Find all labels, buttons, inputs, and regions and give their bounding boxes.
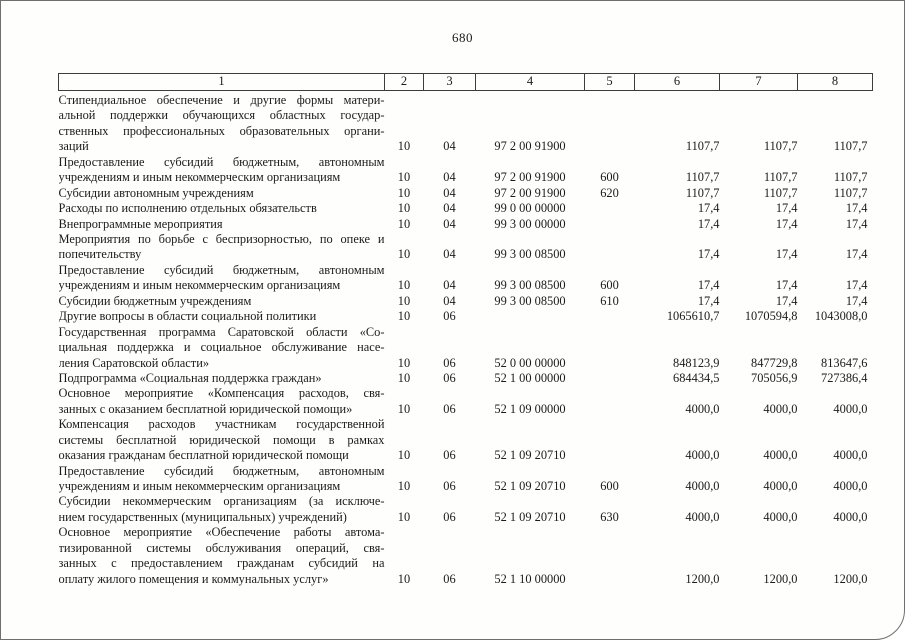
- cell-col7: 17,4: [775, 201, 798, 216]
- cell-col7: 4000,0: [763, 479, 798, 494]
- description-line: учреждениям и иным некоммерческим организациям: [58, 278, 341, 293]
- page-number: 680: [452, 30, 473, 45]
- description-line: системы бесплатной юридической помощи в рамках: [58, 432, 385, 447]
- description-line: Подпрограмма «Социальная поддержка граждан»: [58, 370, 322, 385]
- cell-col4: 97 2 00 91900: [494, 185, 566, 200]
- cell-col4: 52 1 10 00000: [494, 571, 566, 586]
- cell-col4: 52 1 09 20710: [494, 479, 566, 494]
- cell-description: [59, 294, 385, 309]
- cell-col7: 4000,0: [763, 509, 798, 524]
- column-header-6: 6: [635, 74, 720, 91]
- cell-col8: 1043008,0: [814, 309, 868, 324]
- cell-col8: 17,4: [845, 201, 868, 216]
- table-header-row: [59, 74, 873, 91]
- cell-col5: [585, 417, 635, 463]
- table-row: [59, 294, 873, 309]
- cell-col8: 17,4: [845, 293, 868, 308]
- description-line: ственных профессиональных образовательных органи-: [58, 123, 385, 138]
- description-line: оплату жилого помещения и коммунальных услуг»: [58, 571, 329, 586]
- cell-col8: 4000,0: [833, 401, 868, 416]
- cell-description: [59, 371, 385, 386]
- description-line: Предоставление субсидий бюджетным, автономным: [58, 262, 385, 277]
- table-row: [59, 386, 873, 417]
- cell-description: [59, 494, 385, 525]
- cell-col3: 06: [443, 401, 456, 416]
- table-row: [59, 186, 873, 201]
- cell-col5: 600: [600, 278, 619, 293]
- description-line: занных с оказанием бесплатной юридической помощи»: [58, 401, 353, 416]
- cell-col5: 630: [600, 509, 619, 524]
- cell-col2: 10: [397, 479, 411, 494]
- table-row: [59, 371, 873, 386]
- cell-col8: 727386,4: [821, 370, 868, 385]
- cell-col3: 04: [443, 278, 456, 293]
- cell-col5: 600: [600, 479, 619, 494]
- description-line: Внепрограммные мероприятия: [58, 216, 223, 231]
- cell-col2: 10: [397, 216, 411, 231]
- cell-col3: 06: [443, 571, 456, 586]
- column-header-2: 2: [385, 74, 424, 91]
- cell-col8: 4000,0: [833, 509, 868, 524]
- cell-col3: 04: [443, 216, 456, 231]
- cell-col4: 52 1 09 20710: [494, 448, 566, 463]
- cell-col7: 1200,0: [763, 571, 798, 586]
- cell-col7: 17,4: [775, 278, 798, 293]
- cell-col4: 52 1 00 00000: [494, 370, 566, 385]
- cell-col7: 17,4: [775, 293, 798, 308]
- column-header-7: 7: [720, 74, 798, 91]
- cell-col7: 1107,7: [763, 139, 798, 154]
- cell-col2: 10: [397, 185, 411, 200]
- table-row: [59, 232, 873, 263]
- cell-description: [59, 186, 385, 201]
- table-row: [59, 91, 873, 155]
- cell-col2: 10: [397, 170, 411, 185]
- cell-col5: [585, 201, 635, 216]
- column-header-8: 8: [798, 74, 873, 91]
- cell-description: [59, 232, 385, 263]
- cell-col6: 4000,0: [685, 509, 720, 524]
- cell-col4: 99 0 00 00000: [494, 201, 566, 216]
- cell-description: [59, 417, 385, 463]
- table-row: [59, 525, 873, 587]
- description-line: ления Саратовской области»: [58, 355, 210, 370]
- cell-col5: [585, 525, 635, 587]
- description-line: тизированной системы обслуживания операций, свя-: [58, 540, 385, 555]
- description-line: Другие вопросы в области социальной политики: [58, 309, 317, 324]
- cell-col8: 4000,0: [833, 448, 868, 463]
- cell-col4: 52 1 09 00000: [494, 401, 566, 416]
- description-line: Расходы по исполнению отдельных обязательств: [58, 201, 317, 216]
- cell-col7: 17,4: [775, 216, 798, 231]
- cell-description: [59, 91, 385, 155]
- description-line: Субсидии автономным учреждениям: [58, 185, 254, 200]
- cell-description: [59, 325, 385, 371]
- cell-col2: 10: [397, 309, 411, 324]
- cell-col3: 06: [443, 479, 456, 494]
- cell-col7: 17,4: [775, 247, 798, 262]
- cell-col3: 06: [443, 448, 456, 463]
- cell-col3: 04: [443, 201, 456, 216]
- cell-col4: 99 3 00 08500: [494, 278, 566, 293]
- description-line: Субсидии некоммерческим организациям (за исключе-: [58, 494, 385, 509]
- description-line: Стипендиальное обеспечение и другие формы матери-: [58, 93, 385, 107]
- column-header-1: 1: [59, 74, 385, 91]
- cell-col6: 4000,0: [685, 448, 720, 463]
- cell-col2: 10: [397, 278, 411, 293]
- cell-col6: 17,4: [697, 247, 720, 262]
- cell-col5: 620: [600, 185, 619, 200]
- cell-col4: 99 3 00 08500: [494, 247, 566, 262]
- cell-col6: 17,4: [697, 293, 720, 308]
- cell-col2: 10: [397, 201, 411, 216]
- cell-description: [59, 464, 385, 495]
- cell-col3: 06: [443, 309, 456, 324]
- table-row: [59, 309, 873, 324]
- cell-description: [59, 386, 385, 417]
- table-row: [59, 263, 873, 294]
- cell-col2: 10: [397, 139, 411, 154]
- cell-col4: 52 1 09 20710: [494, 509, 566, 524]
- cell-description: [59, 263, 385, 294]
- cell-col5: [585, 371, 635, 386]
- cell-col7: 847729,8: [751, 355, 798, 370]
- cell-col2: 10: [397, 370, 411, 385]
- description-line: занных с предоставлением гражданам субсидий на: [58, 556, 385, 571]
- description-line: Предоставление субсидий бюджетным, автономным: [58, 154, 385, 169]
- description-line: циальная поддержка и социальное обслуживание насе-: [58, 340, 385, 355]
- description-line: учреждениям и иным некоммерческим организациям: [58, 170, 341, 185]
- table-row: [59, 217, 873, 232]
- cell-col7: 1107,7: [763, 185, 798, 200]
- description-line: альной поддержки обучающихся областных государ-: [58, 108, 385, 123]
- cell-col5: [585, 217, 635, 232]
- cell-col2: 10: [397, 448, 411, 463]
- cell-description: [59, 309, 385, 324]
- table-row: [59, 155, 873, 186]
- cell-description: [59, 155, 385, 186]
- cell-description: [59, 201, 385, 216]
- cell-col3: 04: [443, 185, 456, 200]
- table-row: [59, 417, 873, 463]
- cell-col5: 600: [600, 170, 619, 185]
- cell-col6: 4000,0: [685, 401, 720, 416]
- cell-col2: 10: [397, 247, 411, 262]
- description-line: Государственная программа Саратовской области «Со-: [58, 324, 385, 339]
- cell-col8: 1107,7: [833, 185, 868, 200]
- cell-col8: 1107,7: [833, 139, 868, 154]
- cell-col8: 17,4: [845, 216, 868, 231]
- cell-col4: 97 2 00 91900: [494, 170, 566, 185]
- cell-col6: 1200,0: [685, 571, 720, 586]
- description-line: попечительству: [58, 247, 142, 262]
- table-row: [59, 201, 873, 216]
- cell-col6: 684434,5: [673, 370, 720, 385]
- cell-col5: [585, 232, 635, 263]
- cell-col7: 705056,9: [751, 370, 798, 385]
- cell-col2: 10: [397, 509, 411, 524]
- table-row: [59, 494, 873, 525]
- cell-col3: 06: [443, 509, 456, 524]
- cell-col4: [476, 309, 585, 324]
- column-header-3: 3: [424, 74, 476, 91]
- cell-col2: 10: [397, 571, 411, 586]
- cell-col6: 17,4: [697, 216, 720, 231]
- cell-col5: [585, 325, 635, 371]
- cell-col6: 1107,7: [685, 185, 720, 200]
- cell-col8: 17,4: [845, 247, 868, 262]
- description-line: Предоставление субсидий бюджетным, автономным: [58, 463, 385, 478]
- cell-col2: 10: [397, 293, 411, 308]
- cell-col8: 17,4: [845, 278, 868, 293]
- column-header-5: 5: [585, 74, 635, 91]
- cell-col3: 04: [443, 139, 456, 154]
- cell-col3: 06: [443, 355, 456, 370]
- description-line: Компенсация расходов участникам государственной: [58, 417, 385, 432]
- cell-col6: 4000,0: [685, 479, 720, 494]
- cell-col4: 99 3 00 00000: [494, 216, 566, 231]
- cell-col3: 04: [443, 170, 456, 185]
- cell-col3: 04: [443, 293, 456, 308]
- description-line: Субсидии бюджетным учреждениям: [58, 293, 252, 308]
- budget-table: [58, 73, 873, 587]
- cell-col2: 10: [397, 355, 411, 370]
- cell-col6: 17,4: [697, 201, 720, 216]
- cell-col7: 1070594,8: [744, 309, 798, 324]
- cell-description: [59, 217, 385, 232]
- cell-col4: 52 0 00 00000: [494, 355, 566, 370]
- cell-col6: 1065610,7: [666, 309, 720, 324]
- cell-col8: 1107,7: [833, 170, 868, 185]
- cell-col2: 10: [397, 401, 411, 416]
- cell-col5: [585, 91, 635, 155]
- cell-col4: 97 2 00 91900: [494, 139, 566, 154]
- cell-col3: 04: [443, 247, 456, 262]
- description-line: Мероприятия по борьбе с беспризорностью, по опеке и: [58, 231, 385, 246]
- cell-description: [59, 525, 385, 587]
- cell-col6: 1107,7: [685, 170, 720, 185]
- description-line: оказания гражданам бесплатной юридической помощи: [58, 448, 349, 463]
- cell-col6: 17,4: [697, 278, 720, 293]
- table-row: [59, 325, 873, 371]
- cell-col8: 4000,0: [833, 479, 868, 494]
- table-row: [59, 464, 873, 495]
- cell-col5: [585, 309, 635, 324]
- description-line: Основное мероприятие «Обеспечение работы автома-: [58, 525, 385, 540]
- column-header-4: 4: [476, 74, 585, 91]
- cell-col4: 99 3 00 08500: [494, 293, 566, 308]
- cell-col7: 4000,0: [763, 448, 798, 463]
- cell-col6: 848123,9: [673, 355, 720, 370]
- cell-col7: 1107,7: [763, 170, 798, 185]
- description-line: учреждениям и иным некоммерческим организациям: [58, 479, 341, 494]
- cell-col3: 06: [443, 370, 456, 385]
- table-body: [59, 91, 873, 588]
- description-line: Основное мероприятие «Компенсация расходов, свя-: [58, 386, 385, 401]
- cell-col8: 1200,0: [833, 571, 868, 586]
- cell-col8: 813647,6: [821, 355, 868, 370]
- description-line: нием государственных (муниципальных) учреждений): [58, 509, 347, 524]
- cell-col5: [585, 386, 635, 417]
- cell-col7: 4000,0: [763, 401, 798, 416]
- description-line: заций: [58, 139, 89, 154]
- cell-col6: 1107,7: [685, 139, 720, 154]
- cell-col5: 610: [600, 293, 619, 308]
